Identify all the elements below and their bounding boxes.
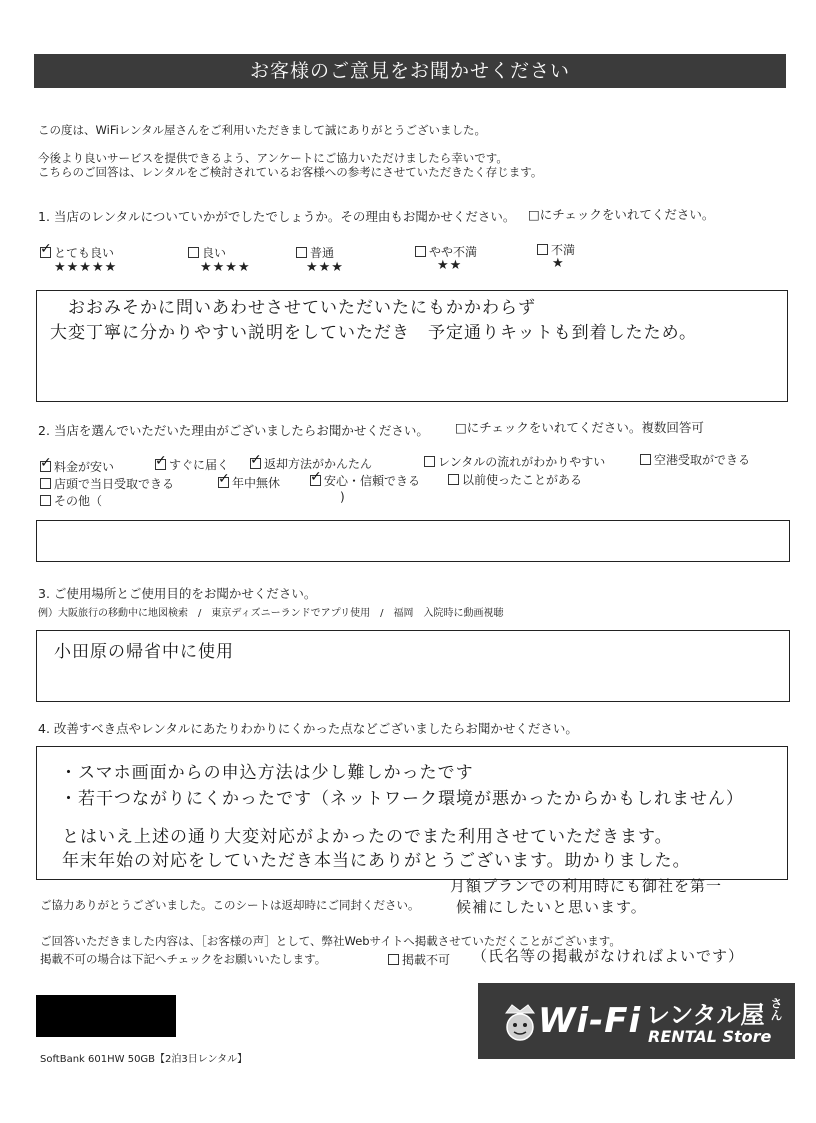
q4-question: 4. 改善すべき点やレンタルにあたりわかりにくかった点などございましたらお聞かせください。: [38, 721, 578, 736]
logo-san-text: さん: [769, 997, 783, 1021]
rating-stars-2: ★★: [437, 258, 463, 273]
logo-en-text: RENTAL Store: [648, 1027, 772, 1046]
rating-stars-4: ★★★★: [200, 260, 251, 275]
q1-option-somewhat-dissatisfied[interactable]: やや不満: [415, 243, 477, 260]
q2-option-used-before[interactable]: 以前使ったことがある: [448, 471, 582, 488]
publish-line-2: 掲載不可の場合は下記へチェックをお願いいたします。: [40, 952, 327, 966]
rating-stars-1: ★: [552, 256, 565, 271]
publish-line-1: ご回答いただきました内容は、［お客様の声］として、弊社Webサイトへ掲載させていただくことがございます。: [40, 934, 621, 948]
margin-note-line-1: 月額プランでの利用時にも御社を第一: [450, 877, 723, 895]
device-info: SoftBank 601HW 50GB【2泊3日レンタル】: [40, 1054, 248, 1065]
checkbox[interactable]: [388, 954, 399, 965]
q1-option-good[interactable]: 良い: [188, 244, 226, 261]
intro-line-1: この度は、WiFiレンタル屋さんをご利用いただきまして誠にありがとうございました。: [38, 123, 487, 137]
checkbox-checked[interactable]: [310, 475, 321, 486]
q2-instruction: □にチェックをいれてください。複数回答可: [455, 420, 704, 435]
q2-option-fast[interactable]: ✓ すぐに届く: [155, 456, 229, 473]
checkbox-checked[interactable]: [250, 458, 261, 469]
checkbox[interactable]: [40, 478, 51, 489]
checkbox[interactable]: [296, 247, 307, 258]
intro-line-3: こちらのご回答は、レンタルをご検討されているお客様への参考にさせていただきたく存じます。: [38, 165, 543, 179]
q4-answer-line-3: とはいえ上述の通り大変対応がよかったのでまた利用させていただきます。: [62, 827, 673, 847]
q2-option-cheap[interactable]: ✓料金が安い: [40, 458, 114, 475]
q2-option-store-pickup[interactable]: 店頭で当日受取できる: [40, 475, 174, 492]
opt-out-note: （氏名等の掲載がなければよいです）: [472, 947, 745, 965]
q2-question: 2. 当店を選んでいただいた理由がございましたらお聞かせください。: [38, 423, 429, 438]
brand-logo: [478, 983, 795, 1059]
checkbox[interactable]: [537, 244, 548, 255]
rating-stars-5: ★★★★★: [54, 260, 118, 275]
q1-instruction: □にチェックをいれてください。: [528, 207, 715, 222]
opt-out-checkbox[interactable]: 掲載不可: [388, 951, 450, 968]
checkbox-checked[interactable]: [40, 461, 51, 472]
q2-option-clear-flow[interactable]: レンタルの流れがわかりやすい: [424, 453, 605, 470]
q2-other-close: ): [340, 490, 345, 504]
margin-note-line-2: 候補にしたいと思います。: [456, 898, 647, 916]
checkbox[interactable]: [188, 247, 199, 258]
checkbox[interactable]: [424, 456, 435, 467]
logo-wifi-text: Wi-Fi: [538, 1001, 642, 1041]
checkbox[interactable]: [415, 246, 426, 257]
checkbox[interactable]: [40, 495, 51, 506]
q1-option-normal[interactable]: 普通: [296, 244, 334, 261]
logo-jp-text: レンタル屋: [646, 1001, 765, 1029]
intro-line-2: 今後より良いサービスを提供できるよう、アンケートにご協力いただけましたら幸いです。: [38, 151, 508, 165]
q2-option-open-all-year[interactable]: ✓ 年中無休: [218, 474, 280, 491]
rating-stars-3: ★★★: [306, 260, 344, 275]
q1-option-dissatisfied[interactable]: 不満: [537, 241, 575, 258]
q1-answer-line-1: おおみそかに問いあわせさせていただいたにもかかわらず: [68, 298, 536, 318]
mascot-icon: [502, 1003, 538, 1043]
q3-answer: 小田原の帰省中に使用: [54, 642, 234, 662]
checkbox-checked[interactable]: [40, 247, 51, 258]
q4-answer-line-2: ・若干つながりにくかったです（ネットワーク環境が悪かったからかもしれません）: [60, 789, 744, 809]
redacted-block: [36, 995, 176, 1037]
q2-option-easy-return[interactable]: ✓ 返却方法がかんたん: [250, 455, 372, 472]
q3-question: 3. ご使用場所とご使用目的をお聞かせください。: [38, 586, 317, 601]
checkbox-checked[interactable]: [155, 459, 166, 470]
q3-example: 例）大阪旅行の移動中に地図検索 / 東京ディズニーランドでアプリ使用 / 福岡 入院時に動画視聴: [38, 608, 504, 619]
checkbox[interactable]: [448, 474, 459, 485]
q2-option-trust[interactable]: ✓ 安心・信頼できる: [310, 472, 420, 489]
q4-answer-line-1: ・スマホ画面からの申込方法は少し難しかったです: [60, 763, 474, 783]
closing-thanks: ご協力ありがとうございました。このシートは返却時にご同封ください。: [40, 898, 420, 912]
q1-option-very-good[interactable]: ✓とても良い: [40, 244, 114, 261]
q4-answer-line-4: 年末年始の対応をしていただき本当にありがとうございます。助かりました。: [62, 851, 691, 871]
q1-answer-line-2: 大変丁寧に分かりやすい説明をしていただき 予定通りキットも到着したため。: [50, 323, 697, 343]
checkbox[interactable]: [640, 454, 651, 465]
q2-other-input[interactable]: [36, 520, 790, 562]
checkbox-checked[interactable]: [218, 477, 229, 488]
q1-question: 1. 当店のレンタルについていかがでしたでしょうか。その理由もお聞かせください。: [38, 209, 516, 224]
q2-option-airport[interactable]: 空港受取ができる: [640, 451, 750, 468]
page-title: お客様のご意見をお聞かせください: [34, 54, 786, 88]
q2-option-other[interactable]: その他（: [40, 492, 102, 509]
